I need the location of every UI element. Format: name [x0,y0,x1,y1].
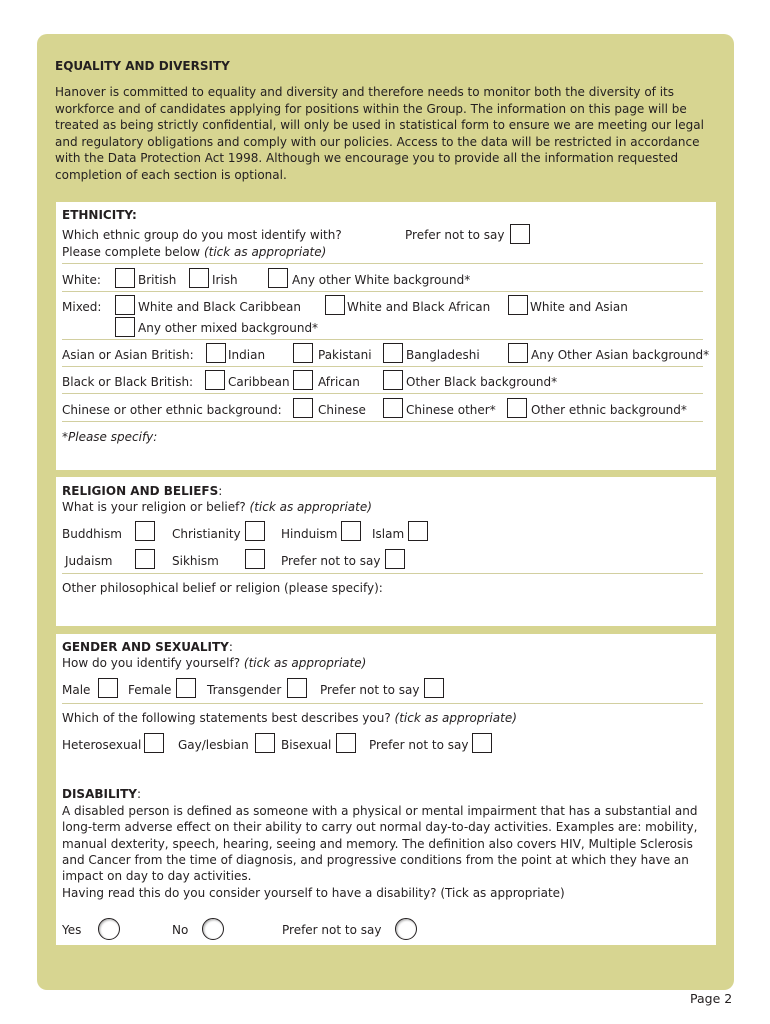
male-checkbox[interactable] [98,678,118,698]
gender-question: How do you identify yourself? (tick as appropriate) [62,656,367,670]
male-label: Male [62,683,91,697]
asian-bangladeshi-checkbox[interactable] [383,343,403,363]
female-label: Female [128,683,172,697]
other-ethnic-label: Other ethnic background* [531,403,687,417]
disability-heading: DISABILITY: [62,787,141,801]
religion-panel [56,477,716,626]
yes-radio[interactable] [98,918,120,940]
disability-panel [56,779,716,945]
ethnicity-panel [56,202,716,470]
mixed-african-checkbox[interactable] [325,295,345,315]
black-african-label: African [318,375,360,389]
black-caribbean-checkbox[interactable] [205,370,225,390]
sexuality-prefer-checkbox[interactable] [472,733,492,753]
intro-paragraph: Hanover is committed to equality and diversity and therefore needs to monitor both the diversity of its workforce and of candidates applying for positions within the Group. The information on this page will be treated as being strictly confidential, will only be used in statistical form to ensure we are meeting our legal and regulatory obligations and comply with our policies. Access to the data will be restricted in accordance with the Data Protection Act 1998. Although we encourage you to provide all the information requested completion of each section is optional. [55,85,704,182]
bisexual-label: Bisexual [281,738,332,752]
ethnicity-heading: ETHNICITY: [62,208,137,222]
mixed-african-label: White and Black African [347,300,491,314]
judaism-checkbox[interactable] [135,549,155,569]
buddhism-checkbox[interactable] [135,521,155,541]
yes-label: Yes [62,923,82,937]
ethnicity-prefer-checkbox[interactable] [510,224,530,244]
mixed-caribbean-checkbox[interactable] [115,295,135,315]
page-number: Page 2 [690,991,733,1006]
asian-other-checkbox[interactable] [508,343,528,363]
heterosexual-checkbox[interactable] [144,733,164,753]
ethnicity-instruction: Please complete below (tick as appropriate) [62,245,327,259]
form-background [37,34,734,990]
chinese-option-label: Chinese [318,403,366,417]
asian-label: Asian or Asian British: [62,348,194,362]
separator [62,573,703,574]
white-other-label: Any other White background* [292,273,471,287]
black-caribbean-label: Caribbean [228,375,290,389]
sikhism-label: Sikhism [172,554,219,568]
christianity-label: Christianity [172,527,241,541]
sexuality-question: Which of the following statements best describes you? (tick as appropriate) [62,711,517,725]
mixed-other-checkbox[interactable] [115,317,135,337]
hinduism-checkbox[interactable] [341,521,361,541]
chinese-label: Chinese or other ethnic background: [62,403,282,417]
gender-prefer-checkbox[interactable] [424,678,444,698]
ethnicity-question: Which ethnic group do you most identify with? [62,228,342,242]
religion-other-label: Other philosophical belief or religion (please specify): [62,581,383,595]
separator [62,703,703,704]
disability-prefer-label: Prefer not to say [282,923,382,937]
white-irish-label: Irish [212,273,238,287]
separator [62,366,703,367]
gender-panel [56,634,716,802]
ethnicity-specify-label: *Please specify: [62,430,158,444]
transgender-checkbox[interactable] [287,678,307,698]
islam-label: Islam [372,527,405,541]
black-african-checkbox[interactable] [293,370,313,390]
judaism-label: Judaism [65,554,113,568]
separator [62,339,703,340]
black-other-checkbox[interactable] [383,370,403,390]
mixed-label: Mixed: [62,300,102,314]
asian-pakistani-checkbox[interactable] [293,343,313,363]
asian-indian-checkbox[interactable] [206,343,226,363]
hinduism-label: Hinduism [281,527,338,541]
gay-lesbian-label: Gay/lesbian [178,738,249,752]
black-other-label: Other Black background* [406,375,558,389]
gender-heading: GENDER AND SEXUALITY: [62,640,233,654]
religion-prefer-label: Prefer not to say [281,554,381,568]
chinese-other-label: Chinese other* [406,403,496,417]
gender-prefer-label: Prefer not to say [320,683,420,697]
heterosexual-label: Heterosexual [62,738,142,752]
chinese-other-checkbox[interactable] [383,398,403,418]
mixed-asian-label: White and Asian [530,300,628,314]
asian-pakistani-label: Pakistani [318,348,372,362]
disability-question: Having read this do you consider yourself to have a disability? (Tick as appropriate) [62,886,565,900]
asian-other-label: Any Other Asian background* [531,348,710,362]
no-label: No [172,923,189,937]
religion-question: What is your religion or belief? (tick as appropriate) [62,500,372,514]
separator [62,263,703,264]
gay-lesbian-checkbox[interactable] [255,733,275,753]
white-british-label: British [138,273,177,287]
white-irish-checkbox[interactable] [189,268,209,288]
sexuality-prefer-label: Prefer not to say [369,738,469,752]
religion-heading: RELIGION AND BELIEFS: [62,484,223,498]
asian-bangladeshi-label: Bangladeshi [406,348,480,362]
white-british-checkbox[interactable] [115,268,135,288]
buddhism-label: Buddhism [62,527,122,541]
asian-indian-label: Indian [228,348,266,362]
female-checkbox[interactable] [176,678,196,698]
ethnicity-prefer-label: Prefer not to say [405,228,505,242]
christianity-checkbox[interactable] [245,521,265,541]
mixed-asian-checkbox[interactable] [508,295,528,315]
islam-checkbox[interactable] [408,521,428,541]
mixed-other-label: Any other mixed background* [138,321,319,335]
white-label: White: [62,273,101,287]
page-title: EQUALITY AND DIVERSITY [55,59,230,73]
separator [62,421,703,422]
transgender-label: Transgender [207,683,282,697]
separator [62,393,703,394]
disability-prefer-radio[interactable] [395,918,417,940]
disability-definition: A disabled person is defined as someone with a physical or mental impairment that has a substantial and long-term adverse effect on their ability to carry out normal day-to-day activities. Examples are: mobility, manual dexterity, speech, hearing, seeing and memory. The definition also covers HIV, Multiple Sclerosis and Cancer from the time of diagnosis, and progressive conditions from the point at which they have an impact on day to day activities. [62,804,698,884]
separator [62,291,703,292]
chinese-checkbox[interactable] [293,398,313,418]
other-ethnic-checkbox[interactable] [507,398,527,418]
sikhism-checkbox[interactable] [245,549,265,569]
mixed-caribbean-label: White and Black Caribbean [138,300,301,314]
religion-prefer-checkbox[interactable] [385,549,405,569]
black-label: Black or Black British: [62,375,194,389]
white-other-checkbox[interactable] [268,268,288,288]
bisexual-checkbox[interactable] [336,733,356,753]
no-radio[interactable] [202,918,224,940]
